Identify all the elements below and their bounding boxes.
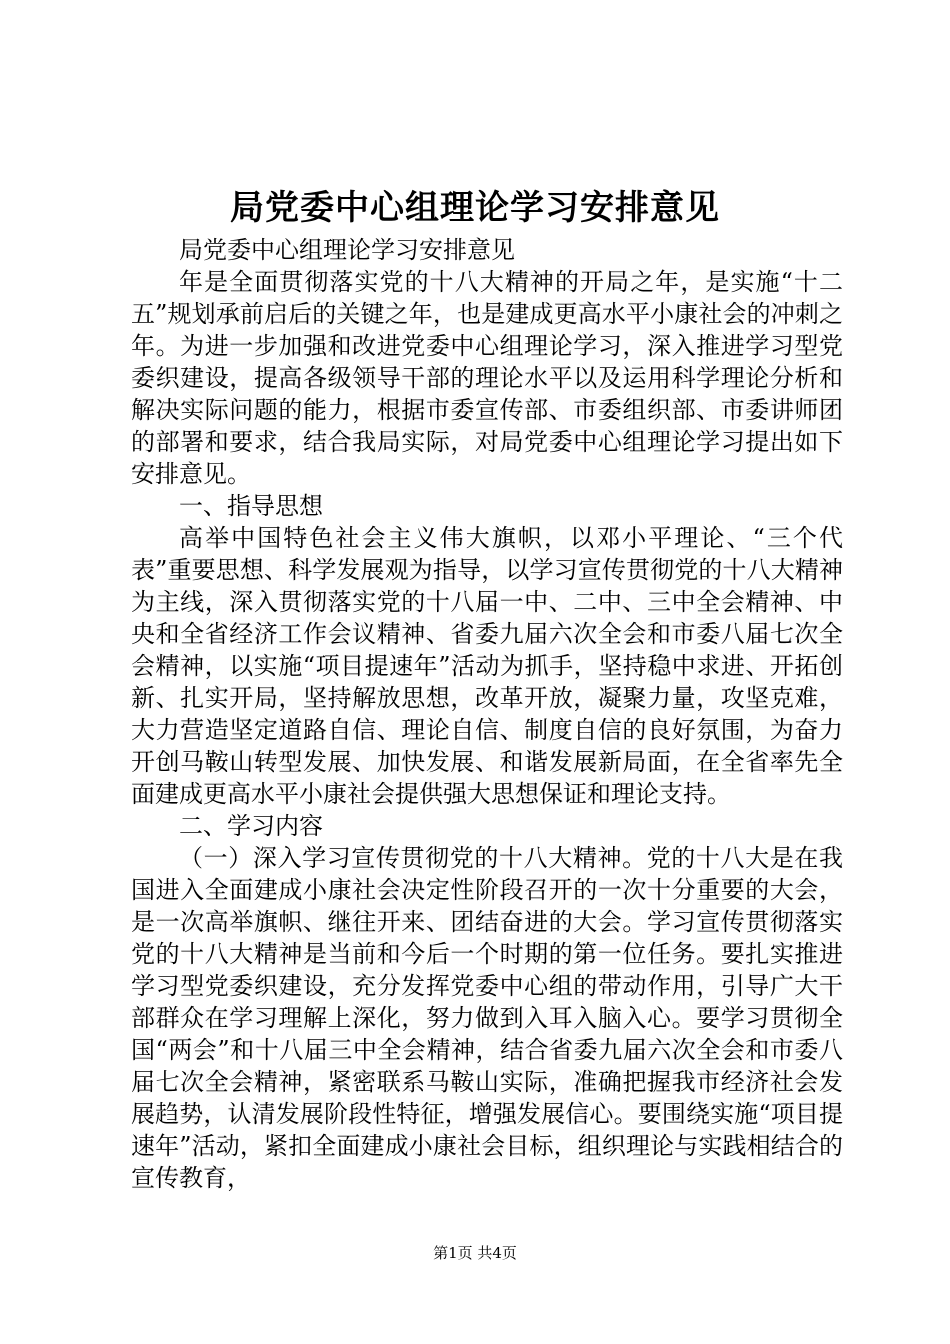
document-title: 局党委中心组理论学习安排意见 bbox=[230, 188, 720, 228]
section-heading-guiding-thought: 一、指导思想 bbox=[179, 492, 323, 520]
paragraph-subtitle: 局党委中心组理论学习安排意见 bbox=[179, 236, 515, 264]
paragraph-intro: 年是全面贯彻落实党的十八大精神的开局之年，是实施“十二五”规划承前启后的关键之年，也是建成更高水平小康社会的冲刺之年。为进一步加强和改进党委中心组理论学习，深入推进学习型党委织建设，提高各级领导干部的理论水平以及运用科学理论分析和解决实际问题的能力，根据市委宣传部、市委组织部、市委讲师团的部署和要求，结合我局实际，对局党委中心组理论学习提出如下安排意见。 bbox=[131, 268, 843, 488]
document-body bbox=[131, 234, 843, 1194]
paragraph-guiding-thought: 高举中国特色社会主义伟大旗帜，以邓小平理论、“三个代表”重要思想、科学发展观为指导，以学习宣传贯彻党的十八大精神为主线，深入贯彻落实党的十八届一中、二中、三中全会精神、中央和全省经济工作会议精神、省委九届六次全会和市委八届七次全会精神，以实施“项目提速年”活动为抓手，坚持稳中求进、开拓创新、扎实开局，坚持解放思想，改革开放，凝聚力量，攻坚克难，大力营造坚定道路自信、理论自信、制度自信的良好氛围，为奋力开创马鞍山转型发展、加快发展、和谐发展新局面，在全省率先全面建成更高水平小康社会提供强大思想保证和理论支持。 bbox=[131, 524, 843, 808]
paragraph-study-content-1: （一）深入学习宣传贯彻党的十八大精神。党的十八大是在我国进入全面建成小康社会决定性阶段召开的一次十分重要的大会，是一次高举旗帜、继往开来、团结奋进的大会。学习宣传贯彻落实党的十八大精神是当前和今后一个时期的第一位任务。要扎实推进学习型党委织建设，充分发挥党委中心组的带动作用，引导广大干部群众在学习理解上深化，努力做到入耳入脑入心。要学习贯彻全国“两会”和十八届三中全会精神，结合省委九届六次全会和市委八届七次全会精神，紧密联系马鞍山实际，准确把握我市经济社会发展趋势，认清发展阶段性特征，增强发展信心。要围绕实施“项目提速年”活动，紧扣全面建成小康社会目标，组织理论与实践相结合的宣传教育， bbox=[131, 844, 843, 1192]
section-heading-study-content: 二、学习内容 bbox=[179, 812, 323, 840]
page-footer: 第1页 共4页 bbox=[433, 1244, 517, 1262]
